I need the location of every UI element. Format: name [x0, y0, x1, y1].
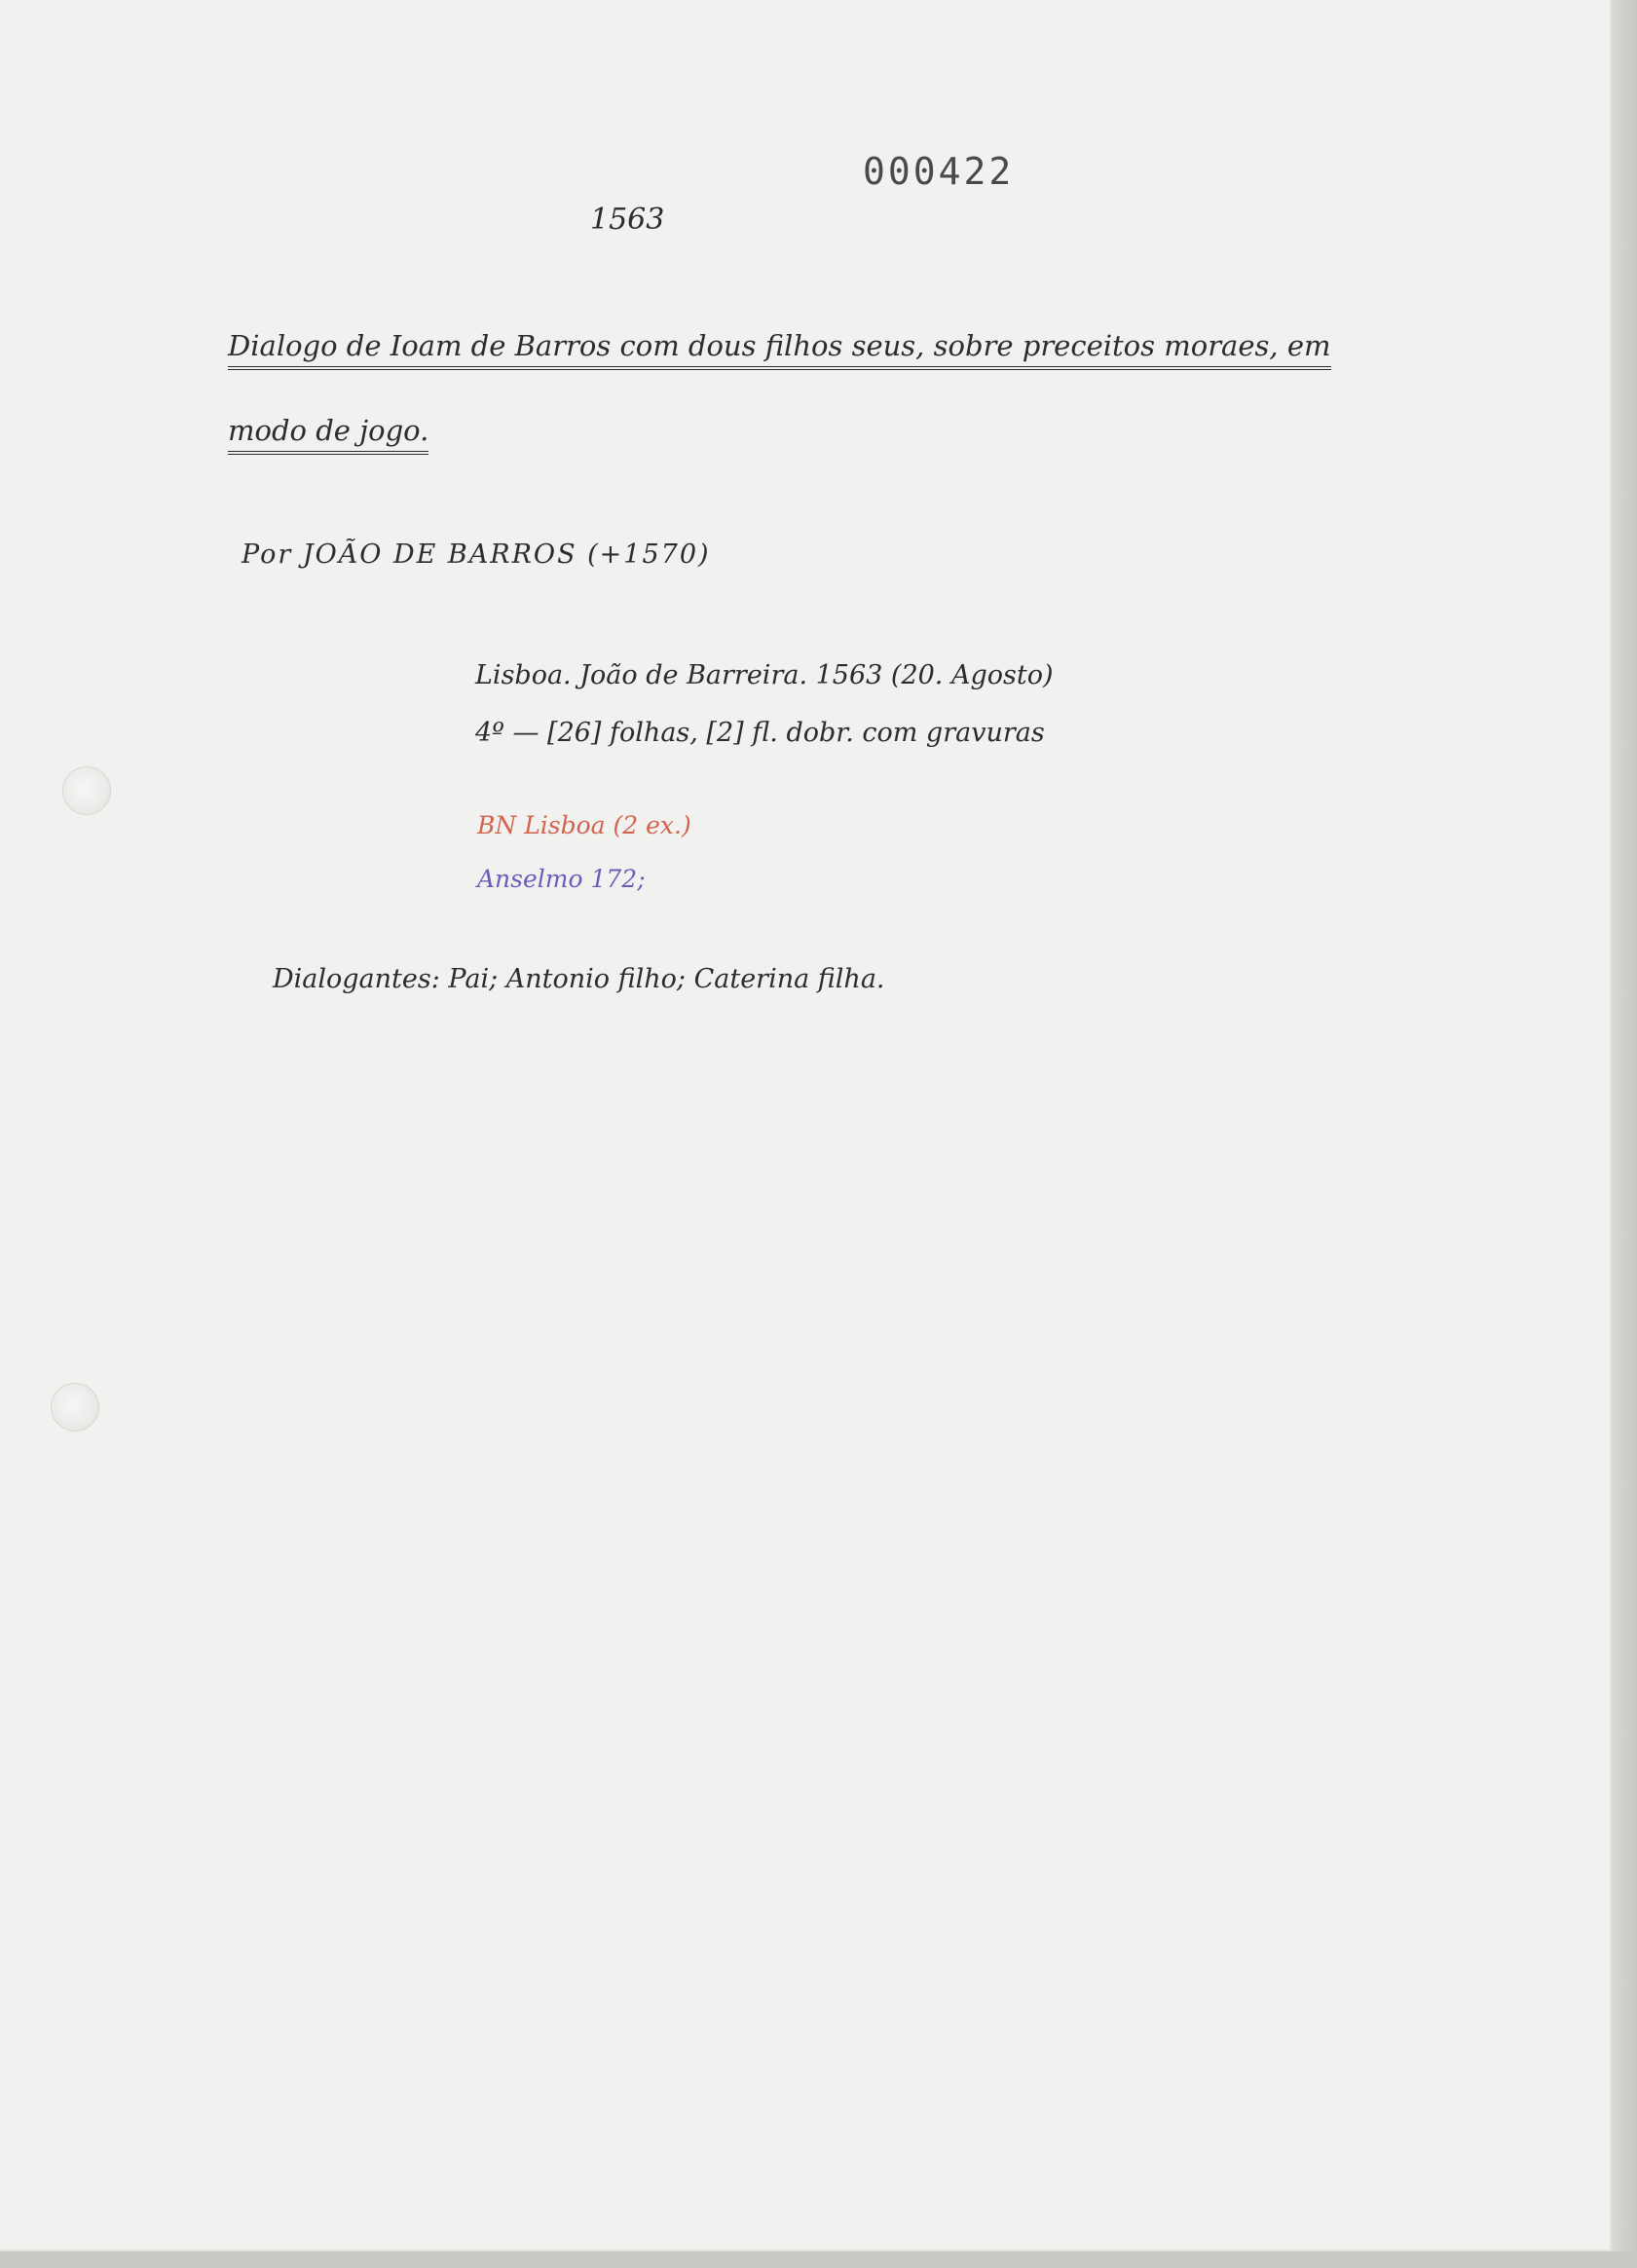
scan-edge-bottom	[0, 2251, 1637, 2268]
collation-line: 4º — [26] folhas, [2] fl. dobr. com gravuras	[475, 718, 1045, 748]
speakers-line: Dialogantes: Pai; Antonio filho; Caterina filha.	[273, 964, 885, 994]
record-year: 1563	[590, 203, 665, 237]
author-line: Por JOÃO DE BARROS (+1570)	[242, 539, 711, 570]
holding-anselmo: Anselmo 172;	[477, 865, 646, 893]
record-number-stamp: 000422	[863, 150, 1015, 193]
punch-hole-lower	[51, 1383, 99, 1431]
title-line-1: Dialogo de Ioam de Barros com dous filhos seus, sobre preceitos moraes, em	[228, 329, 1331, 370]
imprint-line: Lisboa. João de Barreira. 1563 (20. Agosto)	[475, 660, 1054, 690]
punch-hole-upper	[62, 766, 111, 815]
holding-bn-lisboa: BN Lisboa (2 ex.)	[477, 811, 691, 839]
scan-edge-right	[1612, 0, 1637, 2268]
title-line-2: modo de jogo.	[228, 414, 428, 455]
